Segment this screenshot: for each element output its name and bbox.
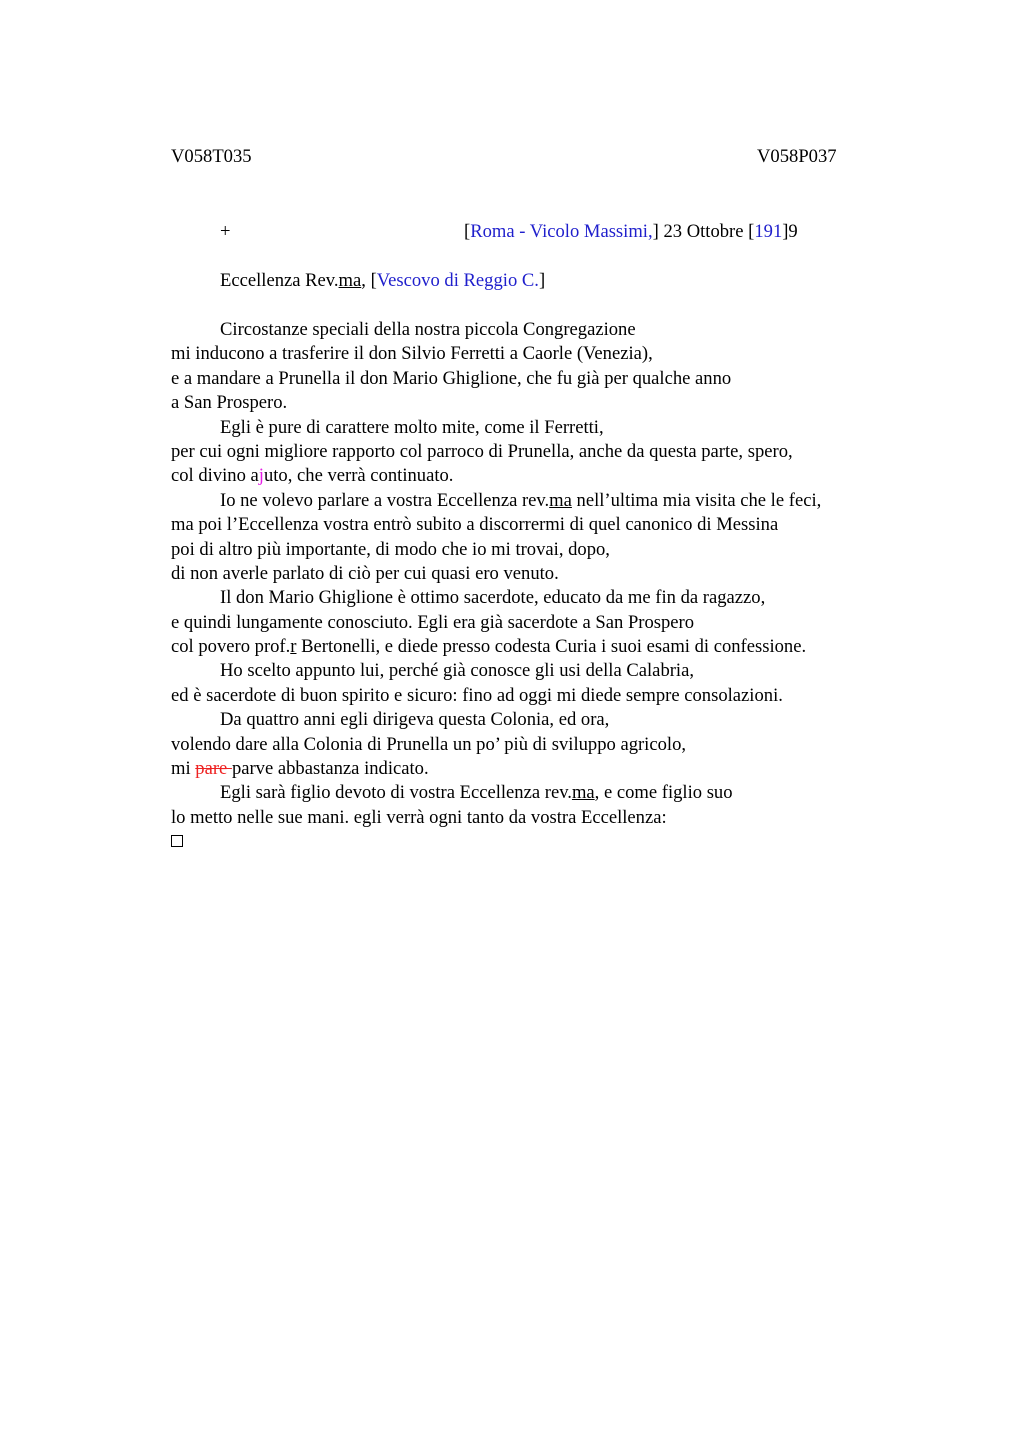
body-text-segment: col povero prof.: [171, 636, 291, 658]
body-text-segment: nell’ultima mia visita che le feci,: [571, 489, 822, 511]
salutation-close: ]: [538, 270, 546, 291]
body-text-segment: mi: [171, 758, 196, 780]
salutation-abbr: ma: [338, 270, 362, 291]
body-text-segment: Io ne volevo parlare a vostra Eccellenza rev.: [220, 489, 550, 511]
body-text-segment: parve abbastanza indicato.: [231, 758, 429, 780]
body-line: [171, 464, 931, 488]
body-line: a San Prospero.: [171, 392, 288, 414]
salutation-recipient: Vescovo di Reggio C.: [376, 270, 539, 291]
body-line: mi inducono a trasferire il don Silvio Ferretti a Caorle (Venezia),: [171, 343, 653, 365]
body-line: Il don Mario Ghiglione è ottimo sacerdote, educato da me fin da ragazzo,: [220, 587, 766, 609]
body-line: per cui ogni migliore rapporto col parroco di Prunella, anche da questa parte, spero,: [171, 440, 793, 462]
body-line: poi di altro più importante, di modo che io mi trovai, dopo,: [171, 538, 610, 560]
body-line: lo metto nelle sue mani. egli verrà ogni tanto da vostra Eccellenza:: [171, 806, 667, 828]
end-marker-line: [171, 830, 931, 854]
body-line: [171, 781, 931, 805]
document-code-right: V058P037: [757, 146, 837, 167]
body-line: Da quattro anni egli dirigeva questa Colonia, ed ora,: [220, 709, 610, 731]
dateline-year-prefix: 191: [754, 221, 783, 242]
document-code-left: V058T035: [171, 146, 252, 167]
end-of-page-box-icon: [171, 835, 183, 847]
body-line: ma poi l’Eccellenza vostra entrò subito a discorrermi di quel canonico di Messina: [171, 514, 779, 536]
dateline-bracket-open: [: [464, 221, 471, 242]
salutation-sep: , [: [361, 270, 377, 291]
body-text-segment: Bertonelli, e diede presso codesta Curia i suoi esami di confessione.: [296, 636, 807, 658]
body-text-segment: Egli sarà figlio devoto di vostra Eccellenza rev.: [220, 782, 572, 804]
dateline-day-month: ] 23 Ottobre [: [652, 221, 755, 242]
salutation: [220, 270, 545, 292]
body-text-segment: , e come figlio suo: [594, 782, 733, 804]
body-text-segment: uto, che verrà continuato.: [263, 465, 454, 487]
body-line: ed è sacerdote di buon spirito e sicuro: fino ad oggi mi diede sempre consolazioni.: [171, 684, 783, 706]
body-line: e a mandare a Prunella il don Mario Ghiglione, che fu già per qualche anno: [171, 367, 732, 389]
dateline-year-close: ]9: [782, 221, 798, 242]
abbreviation: ma: [571, 782, 595, 804]
body-line: e quindi lungamente conosciuto. Egli era già sacerdote a San Prospero: [171, 611, 695, 633]
body-line: volendo dare alla Colonia di Prunella un po’ più di sviluppo agricolo,: [171, 733, 687, 755]
body-line: Ho scelto appunto lui, perché già conosce gli usi della Calabria,: [220, 660, 694, 682]
cross-symbol: +: [220, 221, 231, 242]
dateline-place: Roma - Vicolo Massimi,: [470, 221, 653, 242]
corrected-letter: j: [258, 465, 264, 487]
body-line: di non averle parlato di ciò per cui quasi ero venuto.: [171, 562, 559, 584]
body-line: [171, 635, 931, 659]
body-line: [171, 489, 931, 513]
body-text-segment: col divino a: [171, 465, 259, 487]
body-line: Egli è pure di carattere molto mite, come il Ferretti,: [220, 416, 604, 438]
abbreviation: r: [290, 636, 297, 658]
abbreviation: ma: [549, 489, 572, 511]
deleted-text: pare: [195, 758, 232, 780]
body-line: Circostanze speciali della nostra piccola Congregazione: [220, 319, 636, 340]
body-line: [171, 757, 931, 781]
letter-body: [171, 318, 931, 855]
salutation-text: Eccellenza Rev.: [220, 270, 339, 291]
dateline: [464, 221, 798, 243]
